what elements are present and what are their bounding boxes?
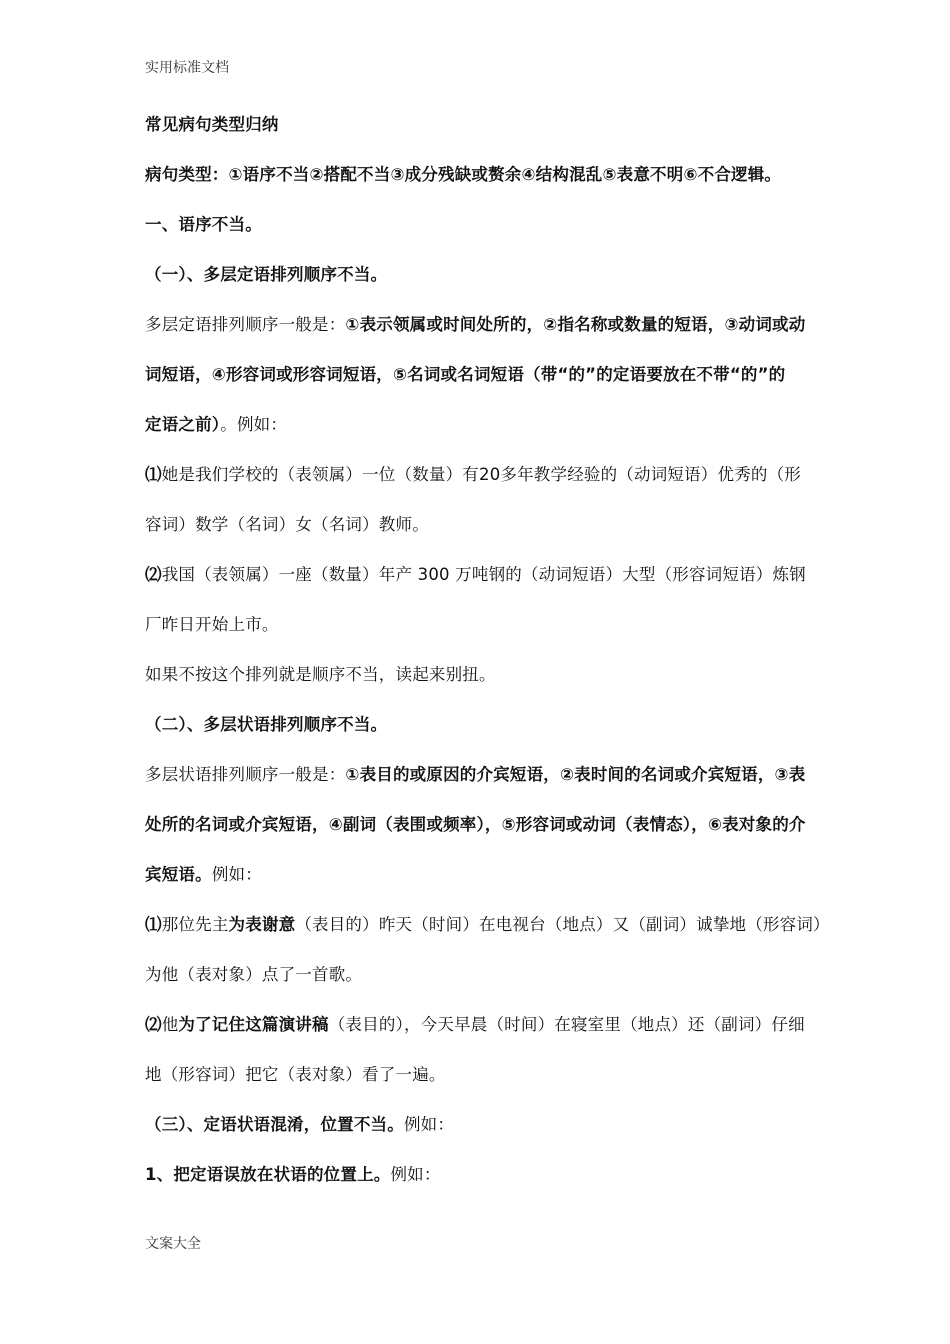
- subsection-heading-2: （二）、多层状语排列顺序不当。: [145, 715, 388, 734]
- example-line: 地（形容词）把它（表对象）看了一遍。: [145, 1065, 446, 1084]
- doc-title: 常见病句类型归纳: [145, 115, 279, 134]
- section-heading-1: 一、语序不当。: [145, 215, 262, 234]
- paragraph-line: 词短语，④形容词或形容词短语，⑤名词或名词短语（带“的”的定语要放在不带“的”的: [145, 365, 786, 384]
- subsection-heading-1: （一）、多层定语排列顺序不当。: [145, 265, 388, 284]
- paragraph-line: 多层定语排列顺序一般是：①表示领属或时间处所的，②指名称或数量的短语，③动词或动: [145, 315, 806, 334]
- example-line: 为他（表对象）点了一首歌。: [145, 965, 363, 984]
- numbered-heading: 1、把定语误放在状语的位置上。例如：: [145, 1165, 441, 1184]
- page-footer: 文案大全: [145, 1236, 201, 1252]
- document-body: [145, 112, 835, 1212]
- page-header: 实用标准文档: [145, 60, 229, 76]
- example-line: ⑴她是我们学校的（表领属）一位（数量）有20多年教学经验的（动词短语）优秀的（形: [145, 465, 801, 484]
- example-line: 容词）数学（名词）女（名词）教师。: [145, 515, 429, 534]
- paragraph-line: 定语之前）。例如：: [145, 415, 288, 434]
- example-line: ⑵我国（表领属）一座（数量）年产 300 万吨钢的（动词短语）大型（形容词短语）炼钢: [145, 565, 806, 584]
- error-types-summary: 病句类型：①语序不当②搭配不当③成分残缺或赘余④结构混乱⑤表意不明⑥不合逻辑。: [145, 165, 782, 184]
- subsection-heading-3: （三）、定语状语混淆，位置不当。例如：: [145, 1115, 455, 1134]
- paragraph-line: 多层状语排列顺序一般是：①表目的或原因的介宾短语，②表时间的名词或介宾短语，③表: [145, 765, 806, 784]
- example-line: ⑵他为了记住这篇演讲稿（表目的），今天早晨（时间）在寝室里（地点）还（副词）仔细: [145, 1015, 805, 1034]
- paragraph-line: 如果不按这个排列就是顺序不当，读起来别扭。: [145, 665, 496, 684]
- example-line: ⑴那位先主为表谢意（表目的）昨天（时间）在电视台（地点）又（副词）诚挚地（形容词）: [145, 915, 830, 934]
- example-line: 厂昨日开始上市。: [145, 615, 279, 634]
- paragraph-line: 宾短语。例如：: [145, 865, 262, 884]
- paragraph-line: 处所的名词或介宾短语，④副词（表围或频率），⑤形容词或动词（表情态），⑥表对象的介: [145, 815, 806, 834]
